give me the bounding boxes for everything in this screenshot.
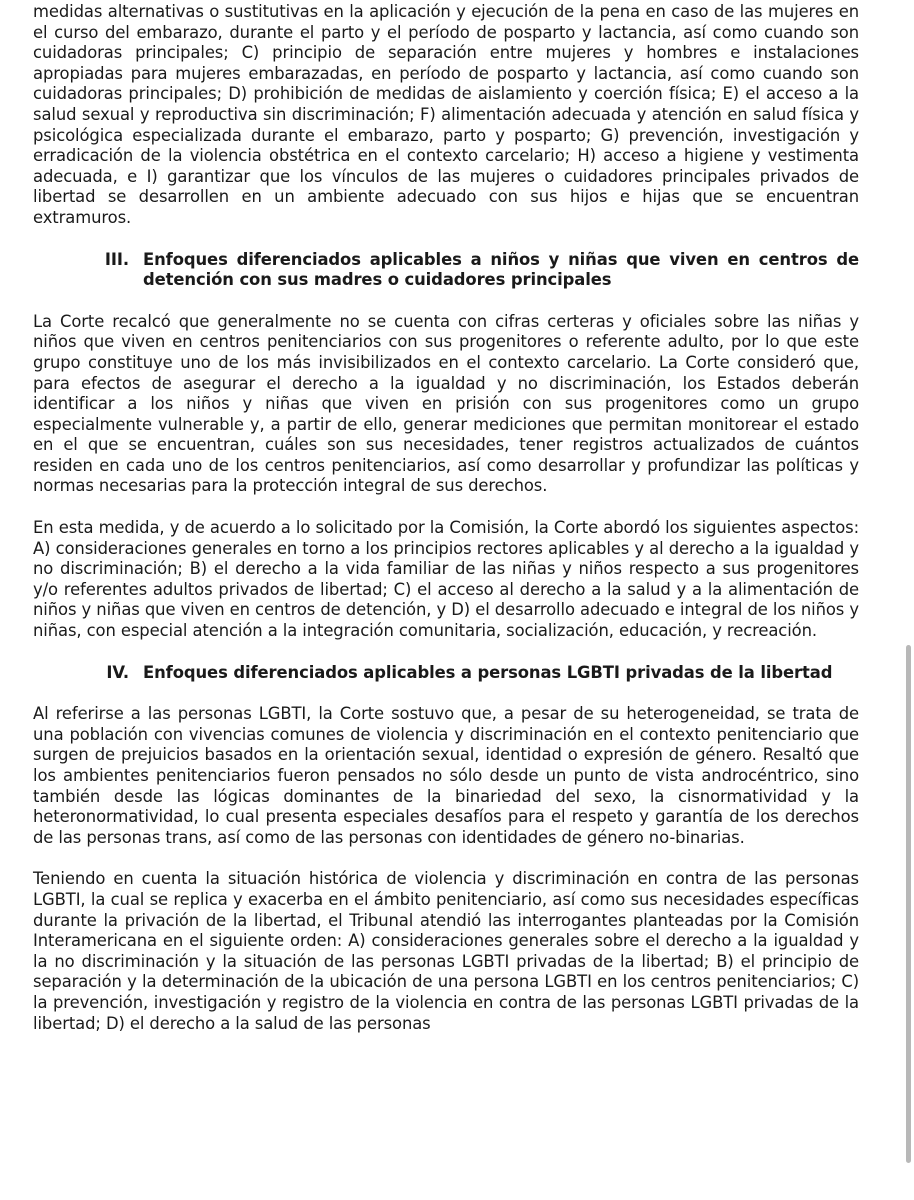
paragraph-lgbti-context: Al referirse a las personas LGBTI, la Corte sostuvo que, a pesar de su heterogeneidad, se trata de una población con vivencias comunes de violencia y discriminación en el contexto penitenciario que surgen de prejuicios basados en la orientación sexual, identidad o expresión de género. Resaltó que los ambientes penitenciarios fueron pensados no sólo desde un punto de vista androcéntrico, sino también desde las lógicas dominantes de la binariedad del sexo, la cisnormatividad y la heteronormatividad, lo cual presenta especiales desafíos para el respeto y garantía de los derechos de las personas trans, así como de las personas con identidades de género no-binarias. (33, 704, 859, 847)
section-title: Enfoques diferenciados aplicables a personas LGBTI privadas de la libertad (143, 662, 833, 682)
section-number: IV. (106, 662, 129, 682)
vertical-scrollbar[interactable] (906, 645, 911, 1163)
section-heading-iv (33, 663, 859, 684)
document-page (33, 0, 859, 1034)
section-heading-iii (33, 250, 859, 291)
section-title: Enfoques diferenciados aplicables a niños y niñas que viven en centros de detención con sus madres o cuidadores principales (143, 249, 859, 290)
paragraph-children-aspects: En esta medida, y de acuerdo a lo solicitado por la Comisión, la Corte abordó los siguientes aspectos: A) consideraciones generales en torno a los principios rectores aplicables y al derecho a la igualdad y no discriminación; B) el derecho a la vida familiar de las niñas y niños respecto a sus progenitores y/o referentes adultos privados de libertad; C) el acceso al derecho a la salud y a la alimentación de niños y niñas que viven en centros de detención, y D) el desarrollo adecuado e integral de los niños y niñas, con especial atención a la integración comunitaria, socialización, educación, y recreación. (33, 518, 859, 641)
section-number: III. (104, 249, 129, 269)
paragraph-children-data: La Corte recalcó que generalmente no se cuenta con cifras certeras y oficiales sobre las niñas y niños que viven en centros penitenciarios con sus progenitores o referente adulto, por lo que este grupo constituye uno de los más invisibilizados en el contexto carcelario. La Corte consideró que, para efectos de asegurar el derecho a la igualdad y no discriminación, los Estados deberán identificar a los niños y niñas que viven en prisión con sus progenitores como un grupo especialmente vulnerable y, a partir de ello, generar mediciones que permitan monitorear el estado en el que se encuentran, cuáles son sus necesidades, tener registros actualizados de cuántos residen en cada uno de los centros penitenciarios, así como desarrollar y profundizar las políticas y normas necesarias para la protección integral de sus derechos. (33, 311, 859, 496)
paragraph-women-measures: medidas alternativas o sustitutivas en la aplicación y ejecución de la pena en caso de las mujeres en el curso del embarazo, durante el parto y el período de posparto y lactancia, así como cuando son cuidadoras principales; C) principio de separación entre mujeres y hombres e instalaciones apropiadas para mujeres embarazadas, en período de posparto y lactancia, así como cuando son cuidadoras principales; D) prohibición de medidas de aislamiento y coerción física; E) el acceso a la salud sexual y reproductiva sin discriminación; F) alimentación adecuada y atención en salud física y psicológica especializada durante el embarazo, parto y posparto; G) prevención, investigación y erradicación de la violencia obstétrica en el contexto carcelario; H) acceso a higiene y vestimenta adecuada, e I) garantizar que los vínculos de las mujeres o cuidadores principales privados de libertad se desarrollen en un ambiente adecuado con sus hijos e hijas que se encuentran extramuros. (33, 2, 859, 227)
paragraph-lgbti-questions: Teniendo en cuenta la situación histórica de violencia y discriminación en contra de las personas LGBTI, la cual se replica y exacerba en el ámbito penitenciario, así como sus necesidades específicas durante la privación de la libertad, el Tribunal atendió las interrogantes planteadas por la Comisión Interamericana en el siguiente orden: A) consideraciones generales sobre el derecho a la igualdad y la no discriminación y la situación de las personas LGBTI privadas de la libertad; B) el principio de separación y la determinación de la ubicación de una persona LGBTI en los centros penitenciarios; C) la prevención, investigación y registro de la violencia en contra de las personas LGBTI privadas de la libertad; D) el derecho a la salud de las personas (33, 869, 859, 1033)
